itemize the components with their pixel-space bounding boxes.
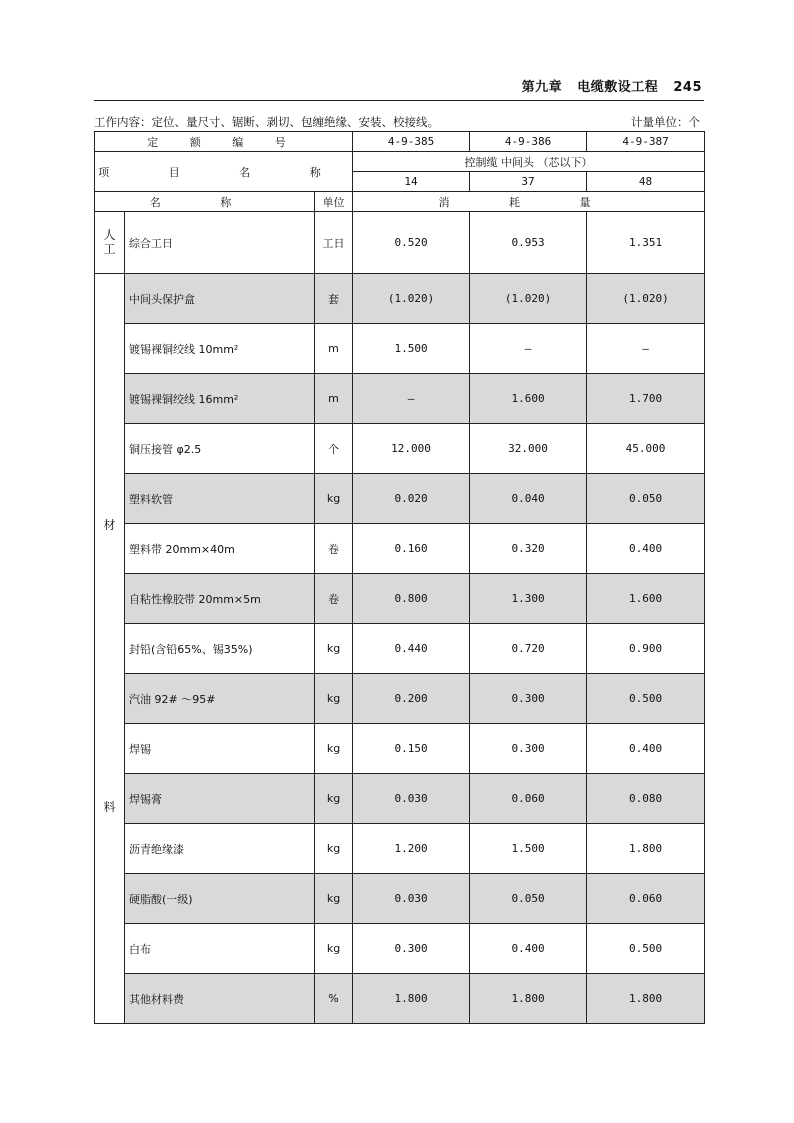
material-value: 0.300 xyxy=(470,674,587,724)
material-name: 镀锡裸铜绞线 16mm² xyxy=(125,374,315,424)
material-unit: kg xyxy=(315,724,353,774)
material-name: 焊锡膏 xyxy=(125,774,315,824)
material-unit: 套 xyxy=(315,274,353,324)
material-value: 0.200 xyxy=(353,674,470,724)
material-value: 1.600 xyxy=(470,374,587,424)
material-value: 0.050 xyxy=(470,874,587,924)
material-row xyxy=(95,324,705,374)
material-value: (1.020) xyxy=(353,274,470,324)
page-number: 245 xyxy=(673,80,702,95)
group-title: 控制缆 中间头 （芯以下） xyxy=(353,152,705,172)
work-content-line xyxy=(94,114,704,132)
item-group-row xyxy=(95,152,705,172)
quota-table xyxy=(94,131,705,1024)
material-value: 0.440 xyxy=(353,624,470,674)
material-value: — xyxy=(587,324,705,374)
material-category-char: 材 xyxy=(103,518,116,532)
material-row xyxy=(95,924,705,974)
col-unit: 单位 xyxy=(315,192,353,212)
material-value: 0.050 xyxy=(587,474,705,524)
work-content: 工作内容：定位、量尺寸、锯断、剥切、包缠绝缘、安装、校接线。 xyxy=(94,115,439,129)
material-name: 镀锡裸铜绞线 10mm² xyxy=(125,324,315,374)
material-value: 0.060 xyxy=(587,874,705,924)
material-value: 0.720 xyxy=(470,624,587,674)
material-value: 32.000 xyxy=(470,424,587,474)
material-value: 0.020 xyxy=(353,474,470,524)
material-unit: kg xyxy=(315,624,353,674)
material-value: 1.700 xyxy=(587,374,705,424)
material-value: 0.060 xyxy=(470,774,587,824)
material-value: 12.000 xyxy=(353,424,470,474)
material-value: 1.800 xyxy=(587,974,705,1024)
material-row xyxy=(95,824,705,874)
material-unit: 个 xyxy=(315,424,353,474)
material-row xyxy=(95,624,705,674)
material-row xyxy=(95,874,705,924)
material-value: 1.300 xyxy=(470,574,587,624)
material-value: 0.500 xyxy=(587,674,705,724)
core-count: 14 xyxy=(353,172,470,192)
core-count: 48 xyxy=(587,172,705,192)
labor-unit: 工日 xyxy=(315,212,353,274)
material-value: 1.500 xyxy=(353,324,470,374)
labor-value: 0.520 xyxy=(353,212,470,274)
material-name: 硬脂酸(一级) xyxy=(125,874,315,924)
material-value: — xyxy=(470,324,587,374)
material-value: 0.400 xyxy=(587,724,705,774)
quota-code: 4-9-386 xyxy=(470,132,587,152)
labor-name: 综合工日 xyxy=(125,212,315,274)
material-row xyxy=(95,524,705,574)
material-value: — xyxy=(353,374,470,424)
material-name: 焊锡 xyxy=(125,724,315,774)
page-header xyxy=(94,70,704,101)
material-row xyxy=(95,274,705,324)
material-row xyxy=(95,724,705,774)
material-row xyxy=(95,424,705,474)
material-name: 塑料软管 xyxy=(125,474,315,524)
material-unit: 卷 xyxy=(315,574,353,624)
material-name: 中间头保护盒 xyxy=(125,274,315,324)
material-value: 1.800 xyxy=(587,824,705,874)
material-value: 0.400 xyxy=(587,524,705,574)
material-value: 0.500 xyxy=(587,924,705,974)
material-value: 0.300 xyxy=(470,724,587,774)
material-row xyxy=(95,974,705,1024)
material-value: 0.400 xyxy=(470,924,587,974)
material-row xyxy=(95,674,705,724)
material-name: 白布 xyxy=(125,924,315,974)
material-value: 0.320 xyxy=(470,524,587,574)
labor-value: 1.351 xyxy=(587,212,705,274)
material-value: 0.160 xyxy=(353,524,470,574)
material-name: 铜压接管 φ2.5 xyxy=(125,424,315,474)
material-row xyxy=(95,374,705,424)
material-name: 封铅(含铅65%、锡35%) xyxy=(125,624,315,674)
material-row xyxy=(95,474,705,524)
measurement-unit: 计量单位：个 xyxy=(631,115,700,129)
material-value: 0.080 xyxy=(587,774,705,824)
item-label: 项 目 名 称 xyxy=(95,152,353,192)
labor-value: 0.953 xyxy=(470,212,587,274)
material-value: 1.200 xyxy=(353,824,470,874)
material-value: 1.600 xyxy=(587,574,705,624)
material-unit: kg xyxy=(315,674,353,724)
material-unit: m xyxy=(315,324,353,374)
material-value: 0.800 xyxy=(353,574,470,624)
material-name: 其他材料费 xyxy=(125,974,315,1024)
quota-code-row xyxy=(95,132,705,152)
labor-category: 人工 xyxy=(95,212,125,274)
material-unit: 卷 xyxy=(315,524,353,574)
column-header-row xyxy=(95,192,705,212)
material-value: 0.030 xyxy=(353,774,470,824)
chapter-title: 电缆敷设工程 xyxy=(577,80,659,95)
material-value: (1.020) xyxy=(470,274,587,324)
material-value: 1.800 xyxy=(470,974,587,1024)
material-value: 1.500 xyxy=(470,824,587,874)
material-unit: kg xyxy=(315,774,353,824)
material-value: 45.000 xyxy=(587,424,705,474)
quota-code: 4-9-385 xyxy=(353,132,470,152)
material-unit: kg xyxy=(315,474,353,524)
material-value: 0.150 xyxy=(353,724,470,774)
material-value: 0.030 xyxy=(353,874,470,924)
material-name: 自粘性橡胶带 20mm×5m xyxy=(125,574,315,624)
material-unit: m xyxy=(315,374,353,424)
material-value: 0.900 xyxy=(587,624,705,674)
material-name: 汽油 92# ～95# xyxy=(125,674,315,724)
material-category xyxy=(95,274,125,1024)
material-value: (1.020) xyxy=(587,274,705,324)
material-value: 0.300 xyxy=(353,924,470,974)
col-consumption: 消 耗 量 xyxy=(353,192,705,212)
material-value: 1.800 xyxy=(353,974,470,1024)
quota-label: 定 额 编 号 xyxy=(95,132,353,152)
material-row xyxy=(95,574,705,624)
material-unit: kg xyxy=(315,824,353,874)
col-name: 名 称 xyxy=(95,192,315,212)
material-row xyxy=(95,774,705,824)
material-category-char: 料 xyxy=(103,800,116,814)
labor-row xyxy=(95,212,705,274)
material-unit: kg xyxy=(315,874,353,924)
material-unit: % xyxy=(315,974,353,1024)
core-count: 37 xyxy=(470,172,587,192)
chapter-label: 第九章 xyxy=(521,80,563,95)
material-value: 0.040 xyxy=(470,474,587,524)
material-name: 沥青绝缘漆 xyxy=(125,824,315,874)
quota-code: 4-9-387 xyxy=(587,132,705,152)
header-title xyxy=(522,76,702,95)
material-unit: kg xyxy=(315,924,353,974)
material-name: 塑料带 20mm×40m xyxy=(125,524,315,574)
